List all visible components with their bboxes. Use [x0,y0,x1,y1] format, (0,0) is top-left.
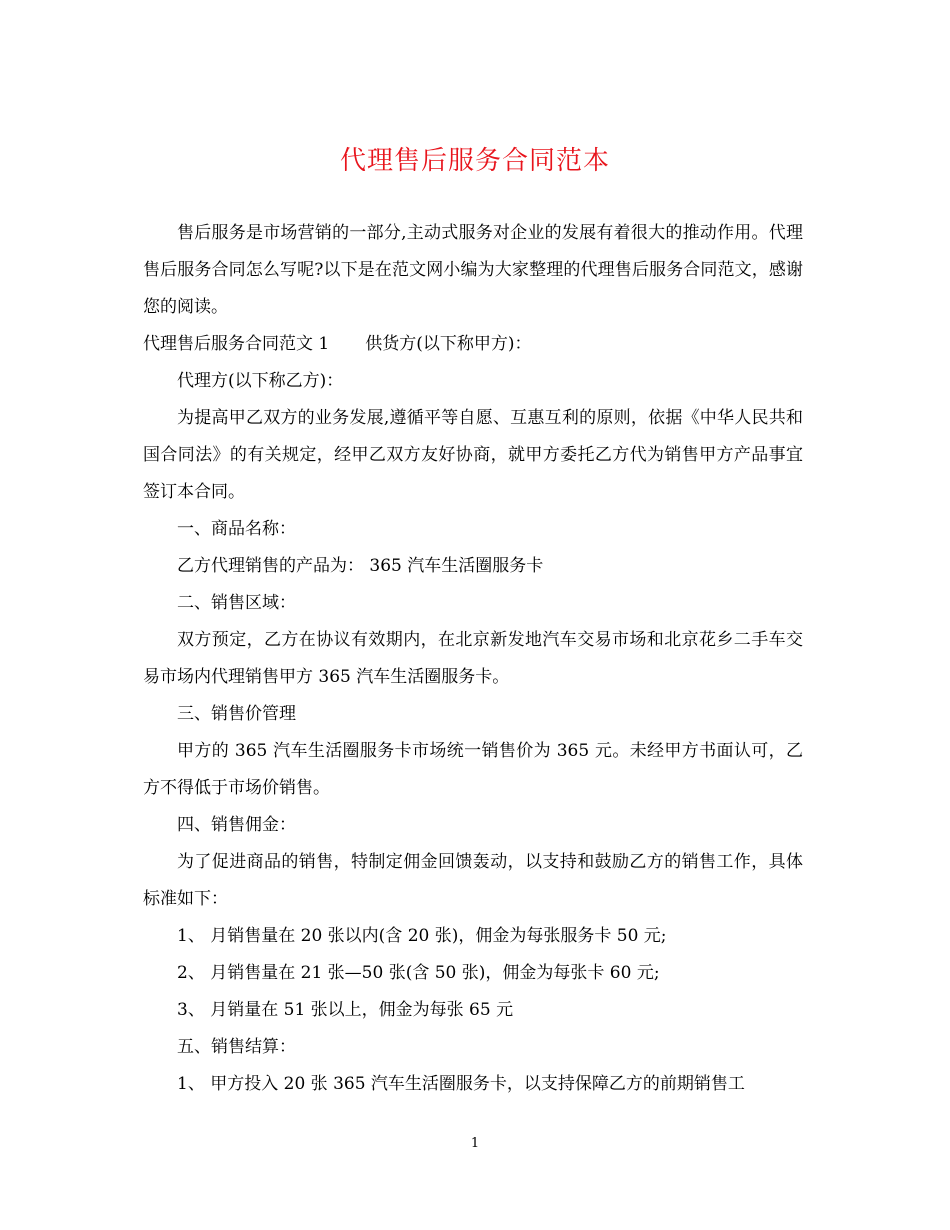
section3-heading: 三、销售价管理 [177,704,296,724]
section3-text: 甲方的 365 汽车生活圈服务卡市场统一销售价为 365 元。未经甲方书面认可，乙方不得低于市场价销售。 [143,741,803,798]
section2-heading: 二、销售区域： [177,593,296,613]
section2-text: 双方预定，乙方在协议有效期内，在北京新发地汽车交易市场和北京花乡二手车交易市场内代理销售甲方 365 汽车生活圈服务卡。 [143,630,803,687]
agent-line: 代理方(以下称乙方)： [177,371,344,391]
sample-heading-line [143,326,803,363]
section5-item-1: 1、 甲方投入 20 张 365 汽车生活圈服务卡，以支持保障乙方的前期销售工 [177,1074,745,1094]
section4-item-3: 3、 月销量在 51 张以上，佣金为每张 65 元 [177,1000,514,1020]
section1-heading: 一、商品名称： [177,519,296,539]
section4-item-1: 1、 月销售量在 20 张以内(含 20 张)，佣金为每张服务卡 50 元; [177,926,667,946]
section5-heading: 五、销售结算： [177,1037,296,1057]
section4-heading: 四、销售佣金： [177,815,296,835]
document-body [143,215,803,1103]
sample-heading: 代理售后服务合同范文 1 [143,334,330,354]
supplier-line: 供货方(以下称甲方)： [365,334,532,354]
page-number: 1 [470,1136,480,1151]
document-title: 代理售后服务合同范本 [339,146,610,176]
section1-text: 乙方代理销售的产品为： 365 汽车生活圈服务卡 [177,556,544,576]
intro-paragraph: 售后服务是市场营销的一部分,主动式服务对企业的发展有着很大的推动作用。代理售后服务合同怎么写呢?以下是在范文网小编为大家整理的代理售后服务合同范文，感谢您的阅读。 [143,223,803,317]
section4-text: 为了促进商品的销售，特制定佣金回馈轰动，以支持和鼓励乙方的销售工作，具体标准如下： [143,852,803,909]
section4-item-2: 2、 月销售量在 21 张—50 张(含 50 张)，佣金为每张卡 60 元; [177,963,660,983]
preamble-paragraph: 为提高甲乙双方的业务发展,遵循平等自愿、互惠互利的原则，依据《中华人民共和国合同法》的有关规定，经甲乙双方友好协商，就甲方委托乙方代为销售甲方产品事宜签订本合同。 [143,408,803,502]
